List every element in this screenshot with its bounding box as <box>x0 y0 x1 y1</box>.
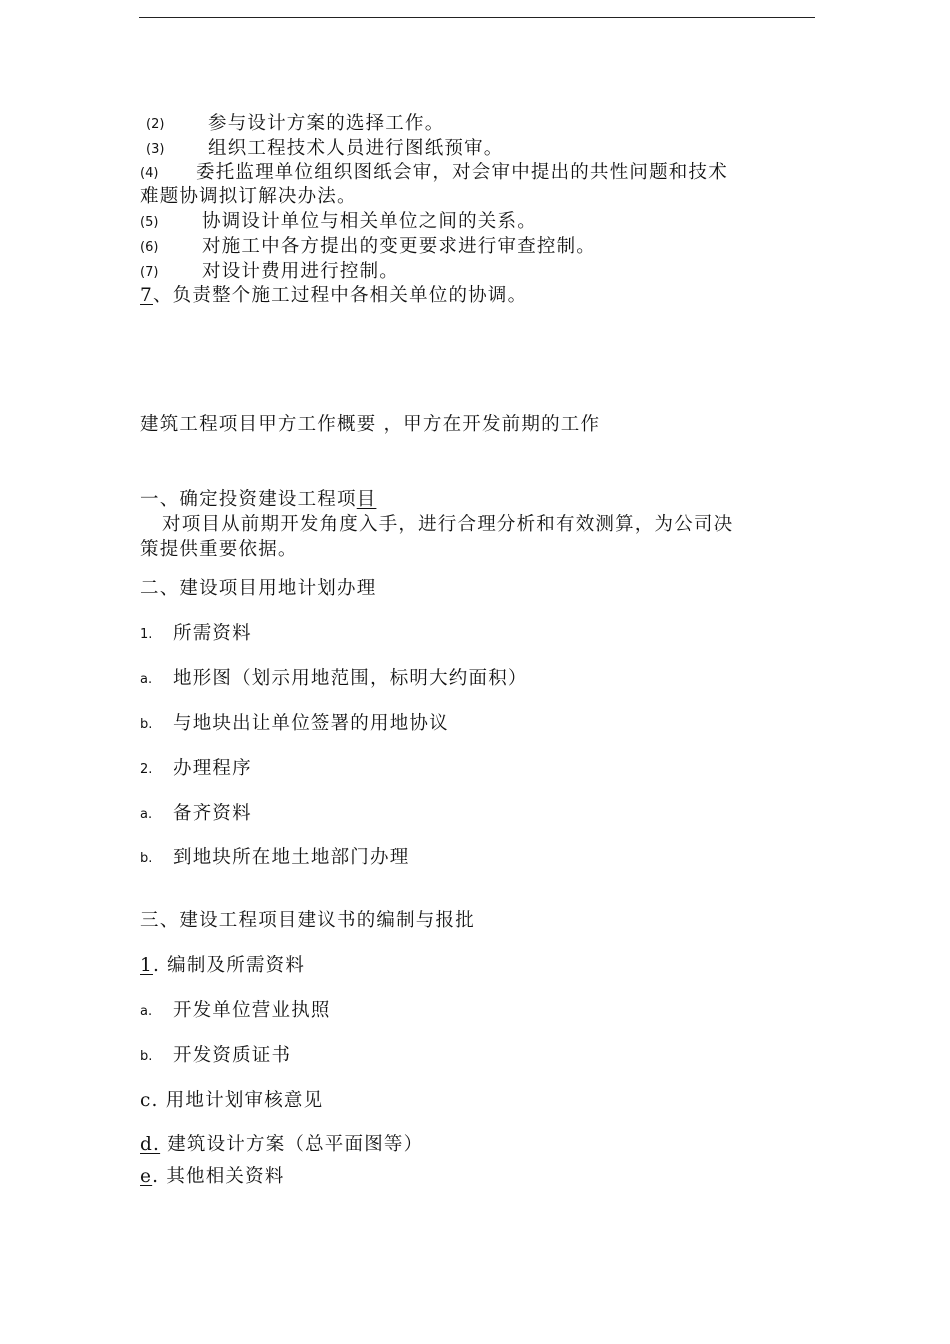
subitem-7 <box>140 260 399 285</box>
list-item <box>140 1133 423 1157</box>
list-text: . 其他相关资料 <box>152 1166 285 1187</box>
section-2-heading: 二、建设项目用地计划办理 <box>140 578 377 599</box>
subitem-2 <box>140 112 444 137</box>
section-1-paragraph: 对项目从前期开发角度入手，进行合理分析和有效测算，为公司决 <box>162 514 734 535</box>
heading-text: 一、确定投资建设工程项 <box>140 489 357 510</box>
list-marker: e <box>140 1166 153 1187</box>
header-rule <box>139 17 815 18</box>
list-item <box>140 1165 285 1189</box>
item-text: 、负责整个施工过程中各相关单位的协调。 <box>152 285 528 306</box>
list-text: 所需资料 <box>173 623 252 644</box>
list-marker: b. <box>140 851 153 866</box>
subitem-number: (2) <box>146 117 165 132</box>
list-item <box>140 846 409 871</box>
subitem-text: 参与设计方案的选择工作。 <box>208 113 445 134</box>
subitem-number: (6) <box>140 240 159 255</box>
section-1-paragraph-cont: 策提供重要依据。 <box>140 539 298 560</box>
list-text: 开发资质证书 <box>173 1045 292 1066</box>
list-text: 办理程序 <box>173 758 252 779</box>
list-text: 建筑设计方案（总平面图等） <box>160 1134 424 1155</box>
list-item <box>140 667 528 692</box>
list-item <box>140 1044 291 1069</box>
heading-tail: 目 <box>356 489 377 510</box>
subitem-text: 对施工中各方提出的变更要求进行审查控制。 <box>202 236 597 257</box>
list-item <box>140 757 252 782</box>
subitem-number: (3) <box>146 142 165 157</box>
list-text: 备齐资料 <box>173 803 252 824</box>
list-marker: b. <box>140 717 153 732</box>
subitem-text: 对设计费用进行控制。 <box>202 261 400 282</box>
subitem-text: 协调设计单位与相关单位之间的关系。 <box>202 211 537 232</box>
subitem-number: (5) <box>140 215 159 230</box>
subitem-text: 组织工程技术人员进行图纸预审。 <box>208 138 504 159</box>
document-title: 建筑工程项目甲方工作概要 ，甲方在开发前期的工作 <box>140 414 601 435</box>
list-text: 与地块出让单位签署的用地协议 <box>173 713 449 734</box>
item-7 <box>140 284 527 308</box>
list-text: 地形图（划示用地范围，标明大约面积） <box>173 668 528 689</box>
section-1-heading <box>140 488 376 512</box>
list-item <box>140 802 252 827</box>
list-marker: 1. <box>140 627 153 642</box>
list-item <box>140 712 449 737</box>
list-marker: a. <box>140 807 153 822</box>
list-marker: d. <box>140 1134 161 1155</box>
section-3-heading: 三、建设工程项目建议书的编制与报批 <box>140 910 475 931</box>
list-item <box>140 954 305 978</box>
list-marker: a. <box>140 1004 153 1019</box>
subitem-4-continuation: 难题协调拟订解决办法。 <box>140 186 357 207</box>
list-item <box>140 622 252 647</box>
list-text: 到地块所在地土地部门办理 <box>173 847 410 868</box>
subitem-text: 委托监理单位组织图纸会审，对会审中提出的共性问题和技术 <box>196 162 728 183</box>
list-marker: 2. <box>140 762 153 777</box>
list-text: 开发单位营业执照 <box>173 1000 331 1021</box>
subitem-number: (4) <box>140 166 159 181</box>
subitem-6 <box>140 235 596 260</box>
list-text: . 编制及所需资料 <box>152 955 306 976</box>
list-item <box>140 999 331 1024</box>
subitem-5 <box>140 210 537 235</box>
subitem-number: (7) <box>140 265 159 280</box>
item-number: 7 <box>140 285 153 306</box>
subitem-3 <box>140 137 504 162</box>
list-marker: 1 <box>140 955 153 976</box>
list-marker: b. <box>140 1049 153 1064</box>
subitem-4 <box>140 161 728 186</box>
list-marker: a. <box>140 672 153 687</box>
list-item: c. 用地计划审核意见 <box>140 1090 324 1111</box>
